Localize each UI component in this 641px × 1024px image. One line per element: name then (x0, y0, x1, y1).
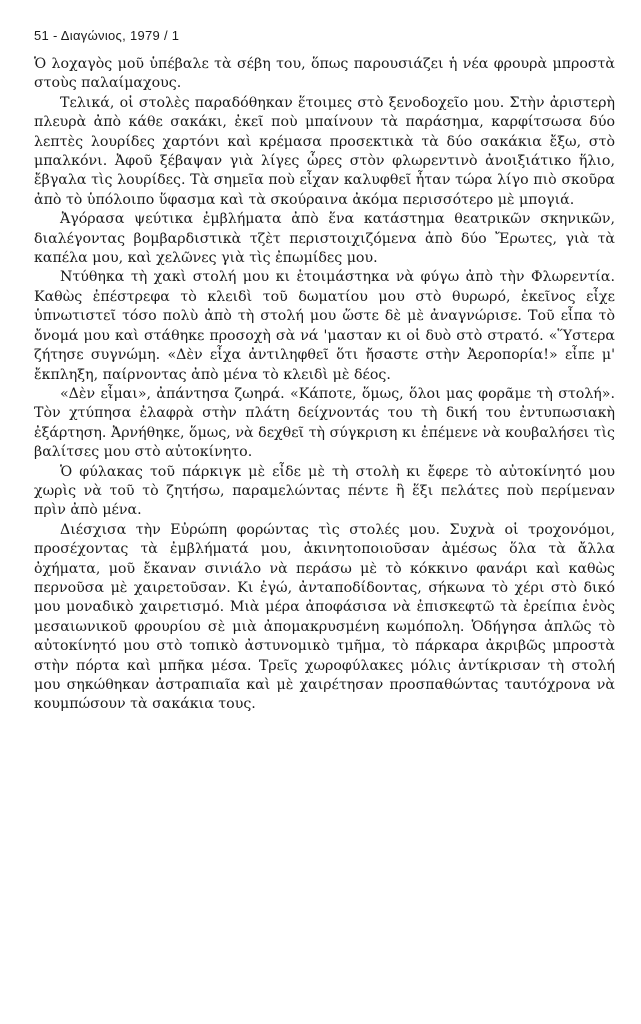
paragraph: Ντύθηκα τὴ χακὶ στολή μου κι ἑτοιμάστηκα νὰ φύγω ἀπὸ τὴν Φλωρεντία. Καθὼς ἐπέστρεφα τὸ κλειδὶ τοῦ δωματίου μου στὸ θυρωρό, ἐκεῖνος εἶχε ὑπνωτιστεῖ τόσο πολὺ ἀπὸ τὴ στολή μου ὥστε δὲ μὲ ἀναγνώρισε. Τοῦ εἶπα τὸ ὄνομά μου καὶ στάθηκε προσοχὴ σὰ νά 'μασταν κι οἱ δυὸ στὸ στρατό. «Ὕστερα ζήτησε συγνώμη. «Δὲν εἶχα ἀντιληφθεῖ ὅτι ἤσαστε στὴν Ἀεροπορία!» εἶπε μ' ἔκπληξη, παίρνοντας ἀπὸ μένα τὸ κλειδὶ μὲ δέος. (34, 269, 615, 383)
paragraph: «Δὲν εἶμαι», ἀπάντησα ζωηρά. «Κάποτε, ὅμως, ὅλοι μας φορᾶμε τὴ στολή». Τὸν χτύπησα ἐλαφρὰ στὴν πλάτη δείχνοντάς του τὴ δική του ἐντυπωσιακὴ ἐξάρτηση. Ἀρνήθηκε, ὅμως, νὰ δεχθεῖ τὴ σύγκριση κι ἐπέμενε νὰ κουβαλήσει τὶς βαλίτσες μου στὸ αὐτοκίνητο. (34, 385, 615, 461)
paragraph: Ἀγόρασα ψεύτικα ἐμβλήματα ἀπὸ ἕνα κατάστημα θεατρικῶν σκηνικῶν, διαλέγοντας βομβαρδιστικὰ τζὲτ περιστοιχιζόμενα ἀπὸ δύο Ἔρωτες, γιὰ τὰ καπέλα μου, καὶ χελῶνες γιὰ τὶς ἐπωμίδες μου. (34, 211, 615, 267)
body-text (34, 55, 615, 715)
paragraph: Ὁ λοχαγὸς μοῦ ὑπέβαλε τὰ σέβη του, ὅπως παρουσιάζει ἡ νέα φρουρὰ μπροστὰ στοὺς παλαίμαχους. (34, 56, 615, 92)
paragraph: Τελικά, οἱ στολὲς παραδόθηκαν ἕτοιμες στὸ ξενοδοχεῖο μου. Στὴν ἀριστερὴ πλευρὰ ἀπὸ κάθε σακάκι, ἐκεῖ ποὺ μπαίνουν τὰ παράσημα, καρφίτσωσα δύο λεπτὲς λουρίδες χαρτόνι καὶ κρέμασα προσεκτικὰ τὰ δύο σακάκια ἔξω, στὸ μπαλκόνι. Ἀφοῦ ξέβαψαν γιὰ λίγες ὧρες στὸν φλωρεντινὸ ἀνοιξιάτικο ἥλιο, ἔβγαλα τὶς λουρίδες. Τὰ σημεῖα ποὺ εἶχαν καλυφθεῖ ἦταν τώρα λίγο πιὸ σκοῦρα ἀπὸ τὸ ὑπόλοιπο ὕφασμα καὶ τὰ σκούραινα ἀκόμα περισσότερο μὲ μπογιά. (34, 94, 615, 208)
paragraph: Διέσχισα τὴν Εὐρώπη φορώντας τὶς στολές μου. Συχνὰ οἱ τροχονόμοι, προσέχοντας τὰ ἐμβλήματά μου, ἀκινητοποιοῦσαν ἀμέσως ὅλα τὰ ἄλλα ὀχήματα, μοῦ ἔκαναν σινιάλο νὰ περάσω μὲ τὸ κόκκινο φανάρι καὶ καθὼς περνοῦσα μὲ χαιρετοῦσαν. Κι ἐγώ, ἀνταποδίδοντας, σήκωνα τὸ χέρι στὸ δικό μου μοναδικὸ χαιρετισμό. Μιὰ μέρα ἀποφάσισα νὰ ἐπισκεφτῶ τὰ ἐρείπια ἑνὸς μεσαιωνικοῦ φρουρίου σὲ μιὰ ἀπομακρυσμένη κωμόπολη. Ὁδήγησα ἁπλῶς τὸ αὐτοκίνητό μου στὸ τοπικὸ ἀστυνομικὸ τμῆμα, τὸ πάρκαρα ἀκριβῶς μπροστὰ στὴν πόρτα καὶ μπῆκα μέσα. Τρεῖς χωροφύλακες μόλις ἀντίκρισαν τὴ στολή μου σηκώθηκαν ἀστραπιαῖα καὶ μὲ χαιρέτησαν προσπαθώντας ταυτόχρονα νὰ κουμπώσουν τὰ σακάκια τους. (34, 521, 615, 713)
paragraph: Ὁ φύλακας τοῦ πάρκιγκ μὲ εἶδε μὲ τὴ στολὴ κι ἔφερε τὸ αὐτοκίνητό μου χωρὶς νὰ τοῦ τὸ ζητήσω, παραμελώντας πέντε ἢ ἕξι πελάτες ποὺ περίμεναν πρὶν ἀπὸ μένα. (34, 463, 615, 519)
running-head: 51 - Διαγώνιος, 1979 / 1 (34, 28, 180, 43)
